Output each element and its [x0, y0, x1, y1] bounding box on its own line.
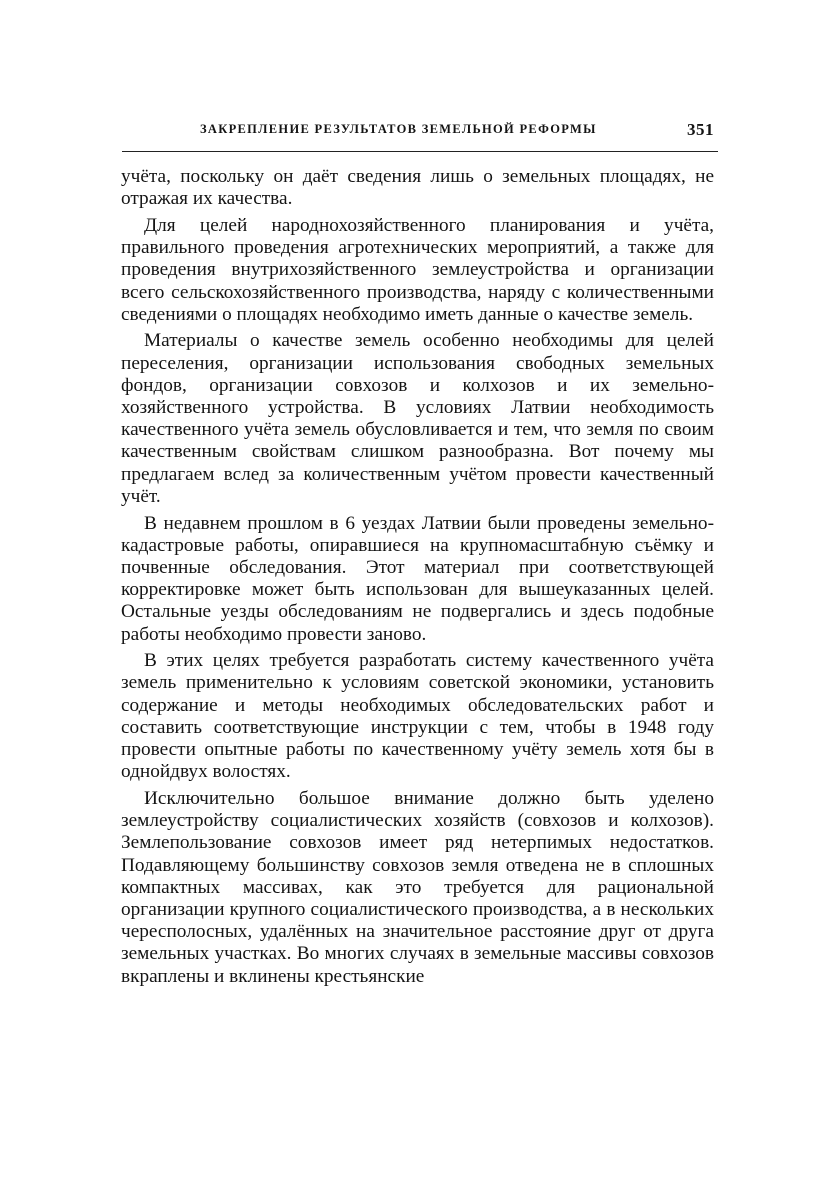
paragraph-continuation: учёта, поскольку он даёт сведения лишь о земельных площадях, не отражая их качества.	[121, 166, 714, 210]
header-rule	[122, 151, 718, 152]
running-title: ЗАКРЕПЛЕНИЕ РЕЗУЛЬТАТОВ ЗЕМЕЛЬНОЙ РЕФОРМЫ	[200, 122, 597, 136]
paragraph-cadastral-works: В недавнем прошлом в 6 уездах Латвии были проведены земельно-кадастровые работы, опиравшиеся на крупномасштабную съёмку и почвенные обследования. Этот материал при соответствующей корректировке может быть использован для вышеуказанных целей. Остальные уезды обследованиям не подвергались и здесь подобные работы необходимо провести заново.	[121, 512, 714, 645]
body-text	[121, 166, 714, 988]
paragraph-materials: Материалы о качестве земель особенно необходимы для целей переселения, организации использования свободных земельных фондов, организации совхозов и колхозов и их земельно-хозяйственного устройства. В условиях Латвии необходимость качественного учёта земель обусловливается и тем, что земля по своим качественным свойствам слишком разнообразна. Вот почему мы предлагаем вслед за количественным учётом провести качественный учёт.	[121, 330, 714, 507]
paragraph-planning: Для целей народнохозяйственного планирования и учёта, правильного проведения агротехнических мероприятий, а также для проведения внутрихозяйственного землеустройства и организации всего сельскохозяйственного производства, наряду с количественными сведениями о площадях необходимо иметь данные о качестве земель.	[121, 214, 714, 325]
page-number: 351	[687, 120, 714, 139]
page-header	[122, 118, 718, 152]
paragraph-system: В этих целях требуется разработать систему качественного учёта земель применительно к условиям советской экономики, установить содержание и методы необходимых обследовательских работ и составить соответствующие инструкции с тем, чтобы в 1948 году провести опытные работы по качественному учёту земель хотя бы в однойдвух волостях.	[121, 650, 714, 783]
paragraph-land-management: Исключительно большое внимание должно быть уделено землеустройству социалистических хозяйств (совхозов и колхозов). Землепользование совхозов имеет ряд нетерпимых недостатков. Подавляющему большинству совхозов земля отведена не в сплошных компактных массивах, как это требуется для рациональной организации крупного социалистического производства, а в нескольких чересполосных, удалённых на значительное расстояние друг от друга земельных участках. Во многих случаях в земельные массивы совхозов вкраплены и вклинены крестьянские	[121, 787, 714, 987]
